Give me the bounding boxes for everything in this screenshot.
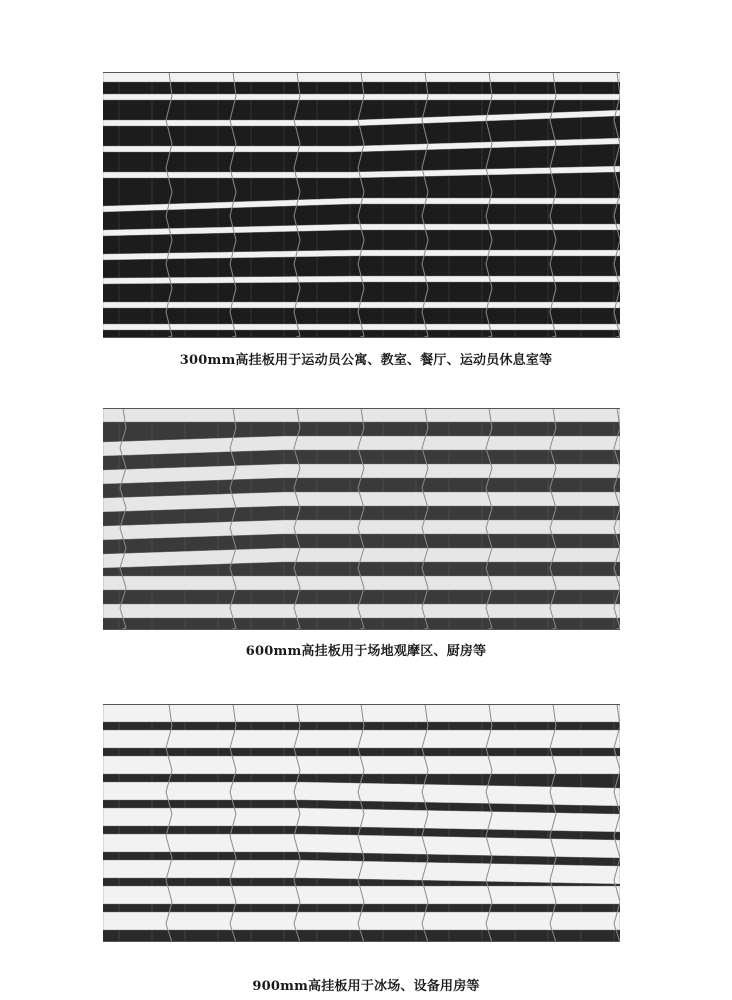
facade-drawing-900mm: [103, 704, 620, 942]
facade-drawing-600mm: [103, 408, 620, 630]
facade-drawing-300mm: [103, 72, 620, 338]
hanging-board: [103, 912, 620, 930]
facade-elevation-300mm: [103, 72, 620, 338]
facade-elevation-600mm: [103, 408, 620, 630]
caption-300mm: 300mm高挂板用于运动员公寓、教室、餐厅、运动员休息室等: [179, 353, 553, 368]
hanging-board: [103, 604, 620, 618]
facade-elevation-900mm: [103, 704, 620, 942]
caption-900mm: 900mm高挂板用于冰场、设备用房等: [252, 979, 480, 994]
hanging-board: [103, 886, 620, 904]
hanging-board: [103, 756, 620, 774]
hanging-board: [103, 302, 620, 308]
caption-600mm: 600mm高挂板用于场地观摩区、厨房等: [245, 644, 487, 659]
hanging-board: [103, 94, 620, 100]
hanging-board: [103, 730, 620, 748]
